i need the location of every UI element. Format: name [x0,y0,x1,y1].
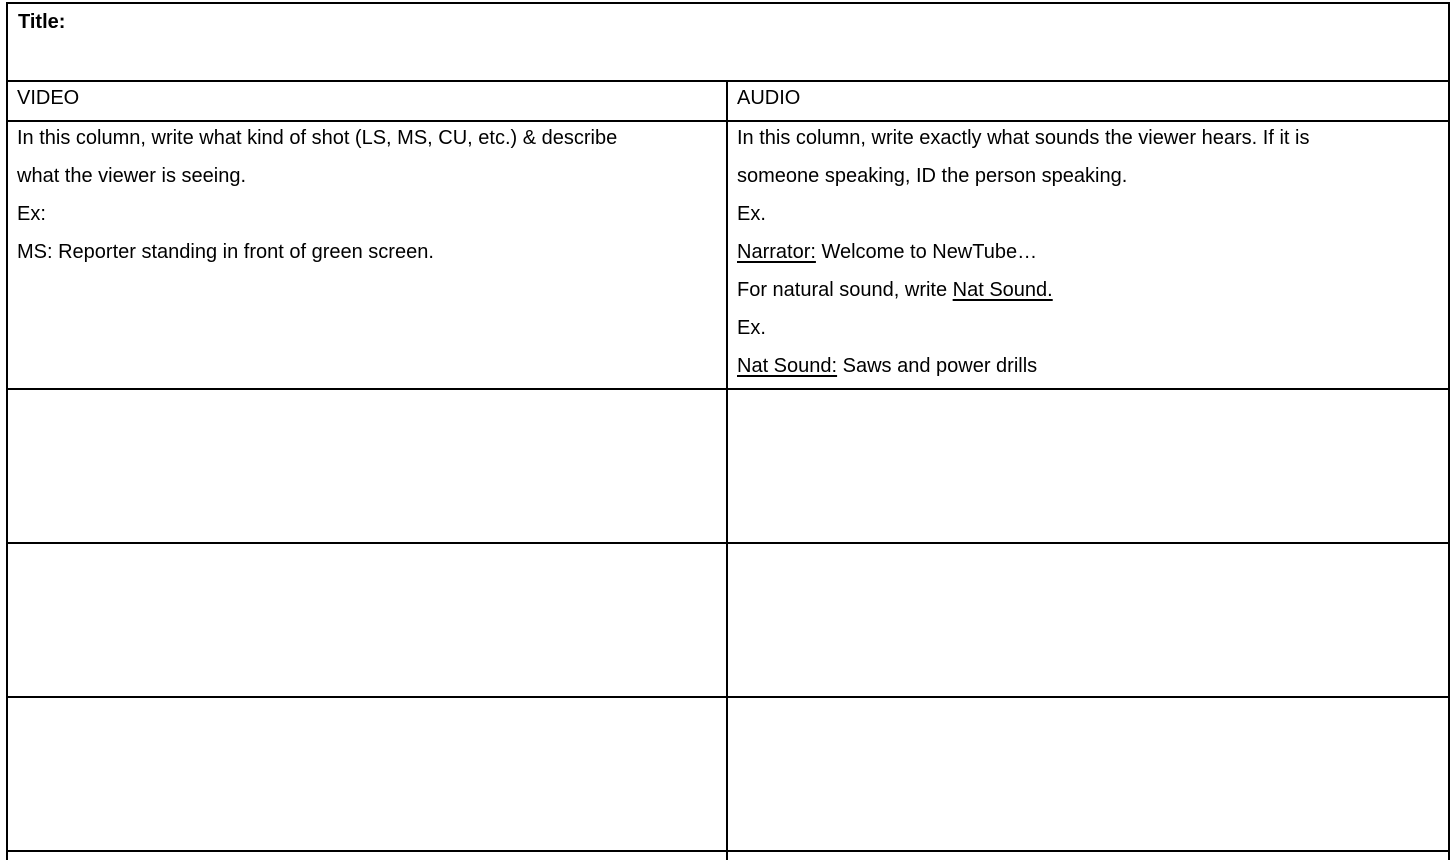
audio-blank-cell[interactable] [726,542,1450,698]
audio-column-header: AUDIO [737,87,801,109]
audio-example-label: Ex. [737,317,766,339]
audio-blank-cell[interactable] [726,850,1450,860]
audio-instruction-line: someone speaking, ID the person speaking. [737,165,1128,187]
video-blank-cell[interactable] [6,542,728,698]
video-header-cell [6,80,728,122]
audio-example-label: Ex. [737,203,766,225]
nat-sound-text: Saws and power drills [837,355,1038,377]
audio-instructions-cell[interactable] [726,120,1450,390]
audio-instructions [737,119,1309,385]
audio-blank-cell[interactable] [726,696,1450,852]
nat-sound-label: Nat Sound: [737,355,838,377]
narrator-text: Welcome to NewTube… [815,241,1038,263]
nat-sound-intro: For natural sound, write [737,279,953,301]
narrator-example [737,233,1309,271]
narrator-label: Narrator: [737,241,816,263]
video-example-label: Ex: [17,203,46,225]
video-blank-cell[interactable] [6,850,728,860]
video-instruction-line: what the viewer is seeing. [17,165,247,187]
video-instructions [17,119,617,271]
nat-sound-term: Nat Sound. [952,279,1053,301]
video-instruction-line: In this column, write what kind of shot (LS, MS, CU, etc.) & describe [17,127,618,149]
nat-sound-instruction [737,271,1309,309]
video-example-text: MS: Reporter standing in front of green screen. [17,241,434,263]
video-column-header: VIDEO [17,87,80,109]
video-blank-cell[interactable] [6,388,728,544]
title-cell[interactable] [6,2,1450,82]
audio-blank-cell[interactable] [726,388,1450,544]
nat-sound-example [737,347,1309,385]
title-label: Title: [18,11,66,33]
video-instructions-cell[interactable] [6,120,728,390]
audio-instruction-line: In this column, write exactly what sounds the viewer hears. If it is [737,127,1310,149]
video-blank-cell[interactable] [6,696,728,852]
audio-header-cell [726,80,1450,122]
